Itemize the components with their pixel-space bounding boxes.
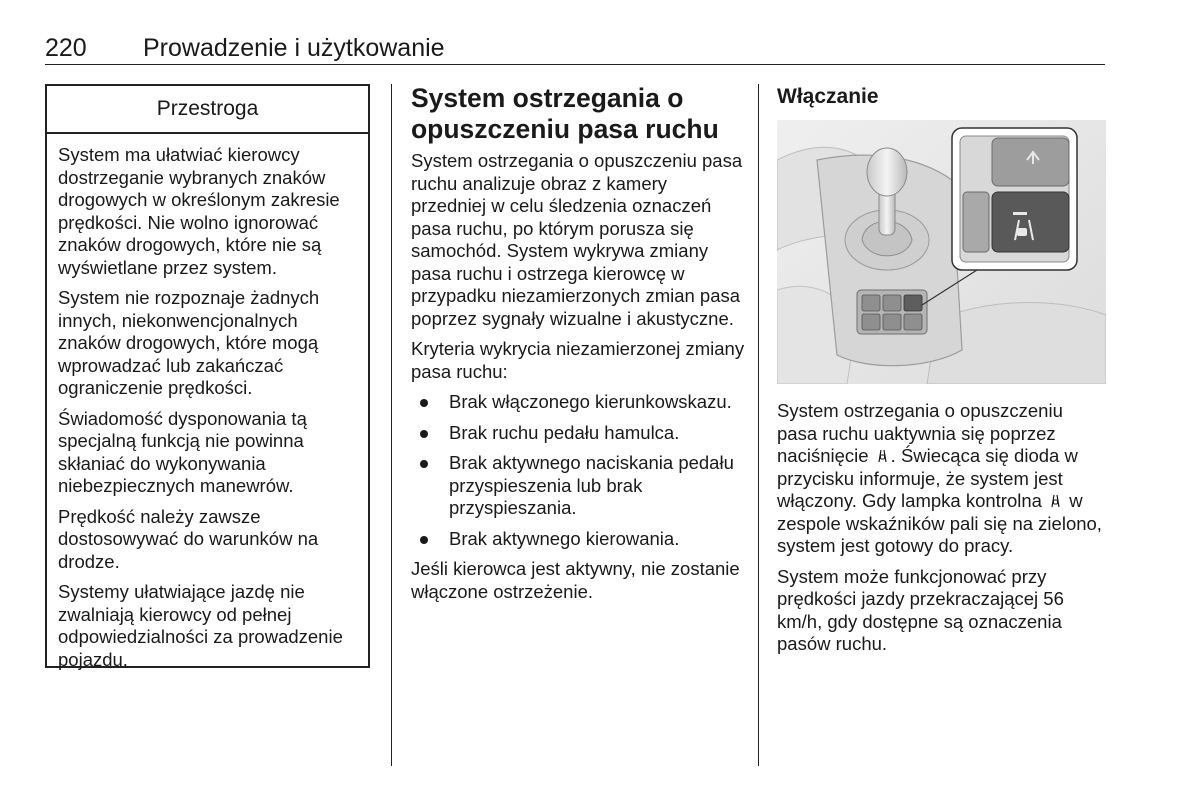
activation-section (777, 84, 1107, 654)
bullet-icon (420, 430, 428, 438)
lane-departure-icon (875, 448, 890, 463)
caution-paragraph: Systemy ułatwiające jazdę nie zwalniają kierowcy od pełnej odpowiedzialności za prowadzenie pojazdu. (58, 581, 343, 670)
caution-paragraph: System ma ułatwiać kierowcy dostrzeganie wybranych znaków drogowych w określonym zakresie prędkości. Nie wolno ignorować znaków drogowych, które nie są wyświetlane przez system. (58, 144, 340, 278)
section-title: System ostrzegania o opuszczeniu pasa ruchu (411, 83, 719, 144)
outro-paragraph: Jeśli kierowca jest aktywny, nie zostanie włączone ostrzeżenie. (411, 558, 740, 602)
list-item-text: Brak aktywnego naciskania pedału przyspieszenia lub brak przyspieszania. (449, 452, 734, 518)
activation-text-part: w zespole wskaźników pali się na zielono, system jest gotowy do pracy. (777, 490, 1102, 556)
activation-paragraph: System może funkcjonować przy prędkości jazdy przekraczającej 56 km/h, gdy dostępne są oznaczenia pasów ruchu. (777, 565, 1064, 654)
caution-title: Przestroga (47, 86, 368, 134)
list-item-text: Brak włączonego kierunkowskazu. (449, 391, 732, 412)
list-item (411, 528, 747, 551)
criteria-list (411, 391, 747, 550)
caution-box (45, 84, 370, 668)
list-item (411, 452, 747, 520)
activation-text-part: . Świecąca się dioda w przycisku informuje, że system jest włączony. Gdy lampka kontrolna (777, 445, 1078, 511)
list-item-text: Brak ruchu pedału hamulca. (449, 421, 680, 443)
lane-departure-icon (1048, 493, 1063, 508)
bullet-icon (420, 399, 428, 407)
caution-paragraph: System nie rozpoznaje żadnych innych, niekonwencjonalnych znaków drogowych, które mogą wprowadzać lub zakańczać ograniczenie prędkości. (58, 287, 320, 398)
page-number: 220 (45, 34, 87, 62)
caution-body (47, 134, 368, 671)
bullet-icon (420, 536, 428, 544)
caution-paragraph: Prędkość należy zawsze dostosowywać do warunków na drodze. (58, 505, 319, 572)
criteria-intro: Kryteria wykrycia niezamierzonej zmiany pasa ruchu: (411, 338, 745, 382)
activation-text-part: System ostrzegania o opuszczeniu pasa ruchu uaktywnia się poprzez naciśnięcie (777, 400, 1063, 466)
chapter-title: Prowadzenie i użytkowanie (143, 34, 445, 62)
list-item-text: Brak aktywnego kierowania. (449, 527, 680, 549)
page-header (45, 34, 1105, 65)
lane-departure-section (411, 83, 747, 611)
activation-title: Włączanie (777, 85, 879, 108)
column-divider (391, 84, 392, 766)
caution-paragraph: Świadomość dysponowania tą specjalną funkcją nie powinna skłaniać do wykonywania niebezpiecznych manewrów. (58, 407, 307, 496)
intro-paragraph: System ostrzegania o opuszczeniu pasa ruchu analizuje obraz z kamery przedniej w celu śledzenia oznaczeń pasa ruchu, po którym porusza się samochód. System wykrywa zmiany pasa ruchu i ostrzega kierowcę w przypadku niezamierzonych zmian pasa poprzez sygnały wizualne i akustyczne. (411, 150, 743, 329)
list-item (411, 391, 747, 414)
activation-text (777, 400, 1107, 664)
bullet-icon (420, 460, 428, 468)
activation-paragraph (777, 400, 1107, 558)
column-divider (758, 84, 759, 766)
console-button-illustration (777, 120, 1106, 384)
list-item (411, 422, 747, 445)
